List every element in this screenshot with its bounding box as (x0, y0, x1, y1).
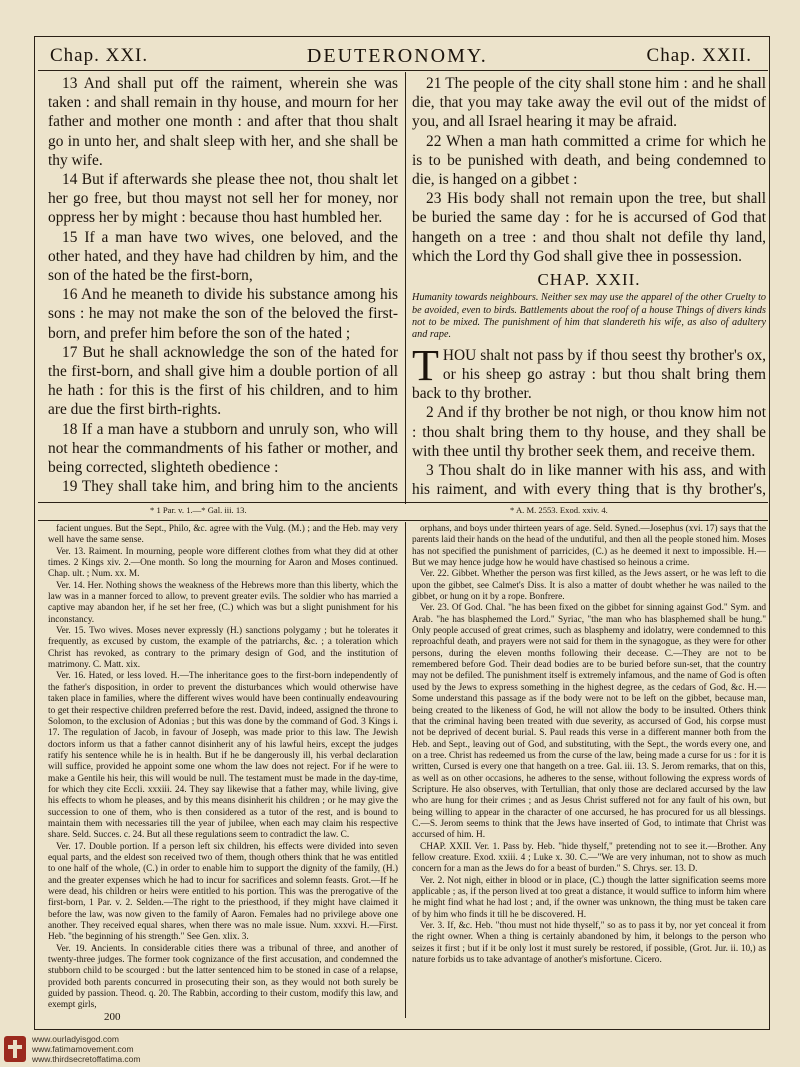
verse: 15 If a man have two wives, one beloved, and the other hated, and they have had children by him, and the son of the hated be the first-born, (48, 228, 398, 285)
verse: 19 They shall take him, and bring him to the ancients (62, 478, 398, 496)
verse-with-dropcap (412, 340, 766, 404)
chapter-title: CHAP. XXII. (537, 270, 641, 290)
commentary-note: Ver. 22. Gibbet. Whether the person was first killed, as the Jews assert, or he was left to die upon the gibbet, see Calmet's Diss. It is also a matter of doubt whether he was nailed to the gibbet, or hung on it by a rope. Bonfrere. (412, 569, 766, 603)
watermark-line: www.ourladyisgod.com (32, 1034, 119, 1044)
commentary-note: orphans, and boys under thirteen years of age. Seld. Syned.—Josephus (xvi. 17) says that the parents laid their hands on the head of the undutiful, and then all the people stoned him. Moses has not specified the punishment of parricides, (C.) as he deemed it next to impossible. H.—But we may hence judge how he would have chastised so heinous a crime. (412, 524, 766, 569)
header-right: Chap. XXII. (646, 45, 752, 66)
book-title: DEUTERONOMY. (306, 44, 488, 67)
commentary-note: facient ungues. But the Sept., Philo, &c. agree with the Vulg. (M.) ; and the Heb. may very well have the same sense. (48, 524, 398, 546)
notes-rule (38, 520, 768, 521)
commentary-column-left (48, 524, 398, 1018)
verse: 16 And he meaneth to divide his substance among his sons : he may not make the son of the beloved the first-born, and prefer him before the son of the hated ; (48, 286, 398, 342)
commentary-note: Ver. 16. Hated, or less loved. H.—The inheritance goes to the first-born independently of the father's disposition, in order to prevent the disturbances which would otherwise have taken place in families, where the different wives would have been continually endeavouring to get their respective children preferred before the rest. David, indeed, assigned the throne to Solomon, to the exclusion of Adonias ; but this was done by the command of God. 3 Kings i. 17. The regulation of Jacob, in favour of Joseph, was made prior to this law. The Jewish doctors inform us that a father cannot disinherit any of his lawful heirs, except the judges ratify his sentence while he is in health. But if he be dangerously ill, his verbal declaration will suffice, provided he appoint some one whom the law does not reject. For if he were to make a Gentile his heir, this will would be null. The testament must be made in the day-time, for which they cite Eccli. xxxiii. 24. They say likewise that a father may, while living, give his effects to whom he pleases, and by this means disinherit his children ; or he may give the succession to one of them, who is then considered as a tutor of the rest, and is bound to maintain them with necessaries till the year of jubilee, when each may claim his respective share. Seld. Succes. c. 24. But all these regulations seem to contradict the law. C. (48, 671, 398, 841)
header-rule (38, 70, 768, 71)
commentary-note: Ver. 17. Double portion. If a person left six children, his effects were divided into seven equal parts, and the eldest son received two of them, though others think that he was entitled to one half of the whole, (C.) in order to enable him to support the dignity of the family, (H.) and the greater expenses which he had to incur for sacrifices and solemn feasts. Grot.—If he were dead, his children or heirs were entitled to his portion. This was the prerogative of the first-born, 1 Par. v. 2. Selden.—The right to the priesthood, if they might have claimed it before the law, was now given to the family of Aaron. Females had no privilege above one another. They received equal shares, when there was no male issue. Num. xxxvi. H.—First. Heb. "the beginning of his strength." See Gen. xlix. 3. (48, 841, 398, 943)
references-rule (38, 502, 768, 503)
page-number: 200 (104, 1011, 121, 1023)
chapter-summary: Humanity towards neighbours. Neither sex may use the apparel of the other Cruelty to be avoided, even to birds. Battlements about the roof of a house Things of divers kinds not to be mixed. The punishment of him that slandereth his wife, as also of adultery and rape. (412, 292, 766, 341)
commentary-note: Ver. 2. Not nigh, either in blood or in place, (C.) though the latter signification seems more applicable ; as, if the person lived at too great a distance, it would suffice to inform him where he might find what he had lost ; and, if the owner was unknown, the thing must be taken care of by him who finds it till he be discovered. H. (412, 875, 766, 920)
scripture-column-right (412, 74, 766, 498)
commentary-note: Ver. 13. Raiment. In mourning, people wore different clothes from what they did at other times. 2 Kings xiv. 2.—One month. So long the mourning for Aaron and Moses continued. Chap. ult. ; Num. xx. M. (48, 546, 398, 580)
verse: 17 But he shall acknowledge the son of the hated for the first-born, and shall give him a double portion of all he hath : for this is the first of his children, and to him are due the first birth-rights. (48, 343, 398, 419)
reference-left: * 1 Par. v. 1.—* Gal. iii. 13. (150, 505, 247, 515)
reference-right: * A. M. 2553. Exod. xxiv. 4. (510, 505, 608, 515)
verse: 18 If a man have a stubborn and unruly son, who will not hear the commandments of his father or mother, and being corrected, slighteth obedience : (48, 420, 398, 477)
commentary-note: Ver. 23. Of God. Chal. "he has been fixed on the gibbet for sinning against God." Sym. and Arab. "he has blasphemed the Lord." Syriac, "the man who has blasphemed shall be hung." Only people accused of great crimes, such as blasphemy and idolatry, were condemned to this reproachful death, and prayers were not said for them in the synagogue, as they were for other persons, during the eleven months following their decease. C.—They are not to be remembered before God. Their dead bodies are to be buried before sun-set, that the country may not be defiled. The punishment itself is extremely infamous, and the name of God is often used by the Jews to express something in the highest degree, as the cedars of God, &c. H.—Some understand this passage as if the body were not to be left on the gibbet, because man, being created to the likeness of God, he will not allow the body to be insulted. Others think that the criminal having been treated with due severity, as accursed of God, his corpse must not be deprived of decent burial. S. Paul reads this verse in a different manner both from the Heb. and Sept., leaving out of God, and substituting, with the Sept., the words every one, and on a tree. Christ has redeemed us from the curse of the law, being made a curse for us : for it is written, Cursed is every one that hangeth on a tree. Gal. iii. 13. S. Jerom remarks, that on this, as well as on other occasions, he adheres to the sense, without following the express words of Scripture. He also observes, with Tertullian, that only those are declared accursed by the law who are hung for their crimes ; and as Jesus Christ suffered not for any fault of his own, but being willing to appear in the character of one accursed, he has procured for us all blessings. C.—S. Jerom seems to think that the Jews have inserted of God, to intimate that Christ was accursed of him. H. (412, 603, 766, 841)
commentary-column-right (412, 524, 766, 1018)
watermark-line: www.thirdsecretoffatima.com (32, 1054, 141, 1064)
verse: 21 The people of the city shall stone him : and he shall die, that you may take away the evil out of the midst of you, and all Israel hearing it may be afraid. (412, 75, 766, 131)
drop-cap: T (412, 340, 439, 390)
verse: 2 And if thy brother be not nigh, or thou know him not : thou shalt bring them to thy house, and they shall be with thee until thy brother seek them, and receive them. (412, 404, 766, 460)
watermark (32, 1034, 141, 1064)
verse: 22 When a man hath committed a crime for which he is to be punished with death, and being condemned to die, is hanged on a gibbet : (412, 132, 766, 189)
commentary-note: CHAP. XXII. Ver. 1. Pass by. Heb. "hide thyself," pretending not to see it.—Brother. Any fellow creature. Exod. xxiii. 4 ; Luke x. 30. C.—"We are very inhuman, not to show as much concern for a man as the Jews do for a beast of burden." S. Chrys. ser. 13. D. (412, 841, 766, 875)
running-header (50, 40, 752, 72)
watermark-line: www.fatimamovement.com (32, 1044, 134, 1054)
column-divider (405, 72, 406, 504)
verse: 13 And shall put off the raiment, wherein she was taken : and shall remain in thy house, and mourn for her father and mother one month : and after that thou shalt go in unto her, and shalt sleep with her, and she shall be thy wife. (48, 75, 398, 169)
scripture-column-left (48, 74, 398, 498)
verse: 3 Thou shalt do in like manner with his ass, and with his raiment, and with every thing that is thy brother's, (412, 462, 766, 498)
notes-divider (405, 522, 406, 1018)
first-verse-text: HOU shalt not pass by if thou seest thy brother's ox, or his sheep go astray : but thou shalt bring them back to thy brother. (412, 346, 766, 403)
commentary-note: Ver. 19. Ancients. In considerable cities there was a tribunal of three, and another of twenty-three judges. The former took cognizance of the first accusation, and condemned the stubborn child to be scourged : but the latter sentenced him to be stoned in case of a relapse, provided both parents concurred in prosecuting their son, as they would not both surely be guided by passion. Theod. q. 20. The Rabbin, according to their custom, modify this law, and exempt girls, (48, 943, 398, 1011)
commentary-note: Ver. 3. If, &c. Heb. "thou must not hide thyself," so as to pass it by, nor yet conceal it from the right owner. When a thing is certainly abandoned by him, it belongs to the person who seizes it first ; but if it be only lost it must surely be restored, if possible, (Grot. Jur. ii. 10,) as nature forbids us to take advantage of another's misfortune. Cicero. (412, 921, 766, 966)
verse: 23 His body shall not remain upon the tree, but shall be buried the same day : for he is accursed of God that hangeth on a tree : and thou shalt not defile thy land, which the Lord thy God shall give thee in possession. (412, 190, 766, 265)
commentary-note: Ver. 14. Her. Nothing shows the weakness of the Hebrews more than this liberty, which the law was in a manner forced to allow, to prevent greater evils. The soldier who has married a captive may abandon her, if he set her free, (C.) which was but a slight punishment for his inconstancy. (48, 580, 398, 625)
cross-emblem-icon (4, 1036, 26, 1062)
header-left: Chap. XXI. (50, 45, 149, 66)
commentary-note: Ver. 15. Two wives. Moses never expressly (H.) sanctions polygamy ; but he tolerates it frequently, as excused by custom, the example of the patriarchs, &c. ; a toleration which Christ has revoked, as contrary to the primary design of God, and the institution of matrimony. C. Matt. xix. (48, 626, 398, 671)
verse: 14 But if afterwards she please thee not, thou shalt let her go free, but thou mayst not sell her for money, nor oppress her by might : because thou hast humbled her. (48, 171, 398, 227)
